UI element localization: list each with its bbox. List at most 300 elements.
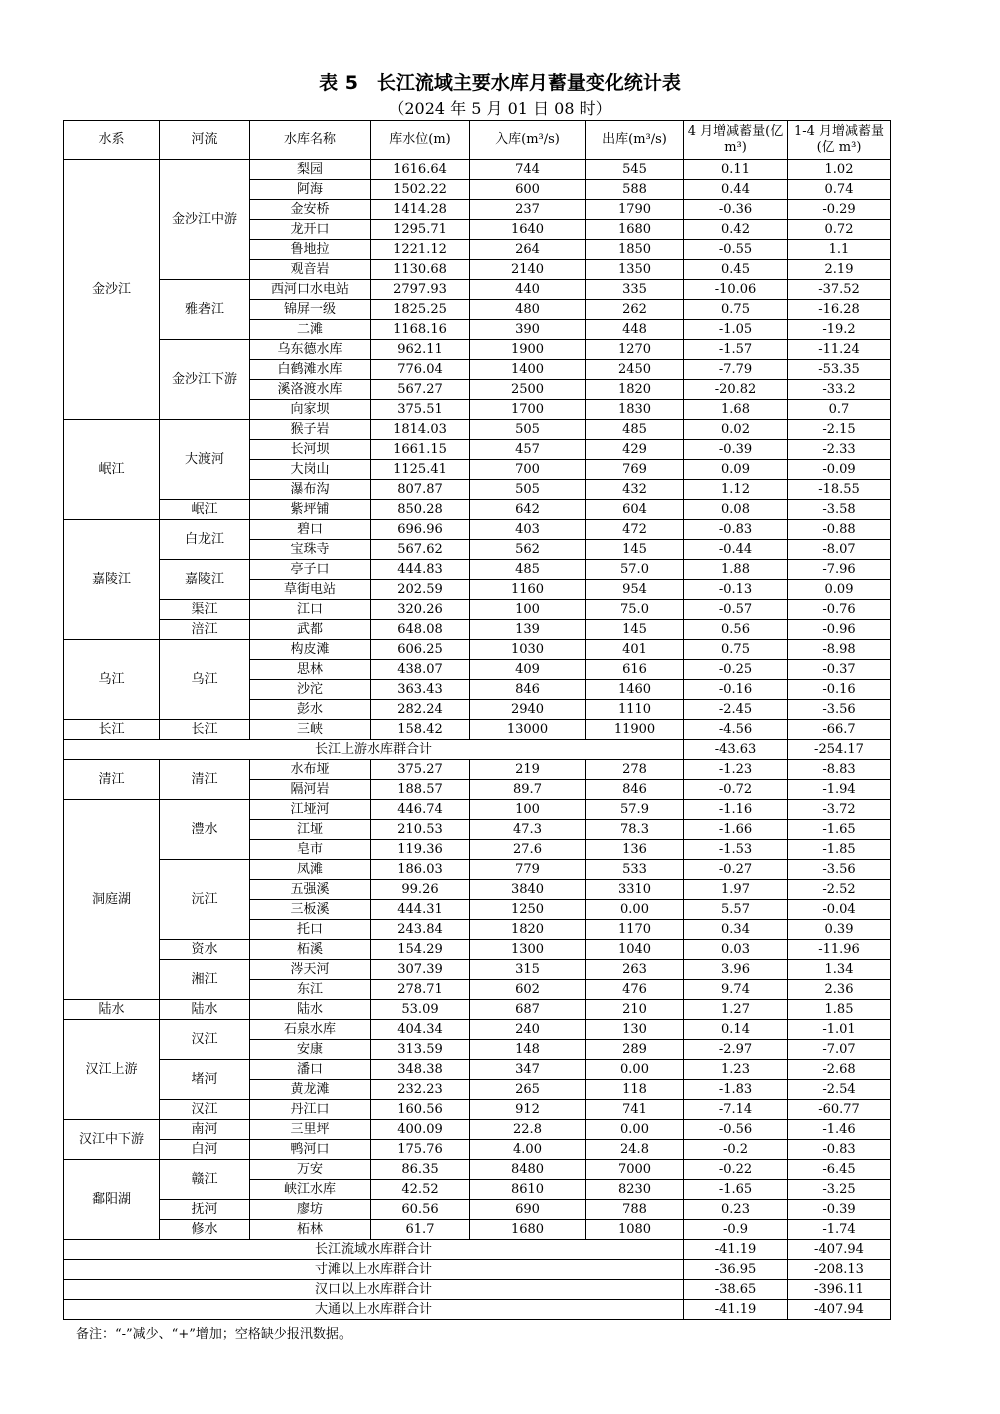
water-level: 438.07 (371, 660, 470, 680)
inflow: 100 (470, 800, 586, 820)
jan-apr-storage-change: 0.7 (788, 400, 891, 420)
inflow: 505 (470, 480, 586, 500)
outflow: 1830 (586, 400, 684, 420)
outflow: 2450 (586, 360, 684, 380)
apr-storage-change: 0.75 (684, 640, 788, 660)
water-level: 202.59 (371, 580, 470, 600)
jan-apr-storage-change: -2.68 (788, 1060, 891, 1080)
inflow: 240 (470, 1020, 586, 1040)
table-row (64, 1160, 891, 1180)
apr-storage-change: 0.75 (684, 300, 788, 320)
water-level: 186.03 (371, 860, 470, 880)
reservoir-name: 观音岩 (250, 260, 371, 280)
jan-apr-storage-change: -0.76 (788, 600, 891, 620)
jan-apr-storage-change: -0.29 (788, 200, 891, 220)
water-level: 1130.68 (371, 260, 470, 280)
water-level: 60.56 (371, 1200, 470, 1220)
jan-apr-storage-change: 2.36 (788, 980, 891, 1000)
apr-storage-change: -0.22 (684, 1160, 788, 1180)
apr-storage-change: -0.25 (684, 660, 788, 680)
table-row (64, 760, 891, 780)
header-jan-apr-change: 1-4 月增减蓄量(亿 m³) (788, 121, 891, 160)
water-level: 606.25 (371, 640, 470, 660)
reservoir-name: 龙开口 (250, 220, 371, 240)
jan-apr-storage-change: -1.74 (788, 1220, 891, 1240)
inflow: 690 (470, 1200, 586, 1220)
jan-apr-storage-change: -18.55 (788, 480, 891, 500)
water-level: 61.7 (371, 1220, 470, 1240)
total-label: 大通以上水库群合计 (64, 1300, 684, 1320)
jan-apr-storage-change: -19.2 (788, 320, 891, 340)
apr-storage-change: -0.13 (684, 580, 788, 600)
water-level: 307.39 (371, 960, 470, 980)
inflow: 1680 (470, 1220, 586, 1240)
outflow: 788 (586, 1200, 684, 1220)
total-row (64, 1260, 891, 1280)
water-level: 363.43 (371, 680, 470, 700)
outflow: 485 (586, 420, 684, 440)
water-level: 1221.12 (371, 240, 470, 260)
table-row (64, 1020, 891, 1040)
inflow: 1700 (470, 400, 586, 420)
apr-storage-change: -41.19 (684, 1300, 788, 1320)
inflow: 22.8 (470, 1120, 586, 1140)
system-cell: 洞庭湖 (64, 800, 160, 1000)
inflow: 779 (470, 860, 586, 880)
footnote: 备注：“-”减少、“+”增加；空格缺少报汛数据。 (76, 1327, 352, 1342)
apr-storage-change: -38.65 (684, 1280, 788, 1300)
table-row (64, 960, 891, 980)
table-row (64, 620, 891, 640)
jan-apr-storage-change: -60.77 (788, 1100, 891, 1120)
river-cell: 汉江 (160, 1100, 250, 1120)
outflow: 136 (586, 840, 684, 860)
apr-storage-change: 0.42 (684, 220, 788, 240)
apr-storage-change: 0.44 (684, 180, 788, 200)
total-row (64, 1240, 891, 1260)
reservoir-name: 潘口 (250, 1060, 371, 1080)
apr-storage-change: -1.53 (684, 840, 788, 860)
inflow: 1030 (470, 640, 586, 660)
inflow: 642 (470, 500, 586, 520)
water-level: 348.38 (371, 1060, 470, 1080)
river-cell: 雅砻江 (160, 280, 250, 340)
jan-apr-storage-change: -33.2 (788, 380, 891, 400)
total-label: 长江流域水库群合计 (64, 1240, 684, 1260)
inflow: 1160 (470, 580, 586, 600)
inflow: 390 (470, 320, 586, 340)
river-cell: 抚河 (160, 1200, 250, 1220)
reservoir-name: 宝珠寺 (250, 540, 371, 560)
outflow: 1270 (586, 340, 684, 360)
apr-storage-change: -0.72 (684, 780, 788, 800)
inflow: 912 (470, 1100, 586, 1120)
river-cell: 湘江 (160, 960, 250, 1000)
jan-apr-storage-change: -6.45 (788, 1160, 891, 1180)
reservoir-name: 柘林 (250, 1220, 371, 1240)
system-cell: 岷江 (64, 420, 160, 520)
outflow: 289 (586, 1040, 684, 1060)
reservoir-name: 托口 (250, 920, 371, 940)
apr-storage-change: -41.19 (684, 1240, 788, 1260)
header-apr-change: 4 月增减蓄量(亿 m³) (684, 121, 788, 160)
inflow: 485 (470, 560, 586, 580)
reservoir-name: 锦屏一级 (250, 300, 371, 320)
apr-storage-change: 0.23 (684, 1200, 788, 1220)
outflow: 429 (586, 440, 684, 460)
reservoir-name: 水布垭 (250, 760, 371, 780)
inflow: 47.3 (470, 820, 586, 840)
river-cell: 白龙江 (160, 520, 250, 560)
inflow: 600 (470, 180, 586, 200)
water-level: 696.96 (371, 520, 470, 540)
table-row (64, 520, 891, 540)
outflow: 1850 (586, 240, 684, 260)
table-row (64, 1000, 891, 1020)
river-cell: 沅江 (160, 860, 250, 940)
water-level: 446.74 (371, 800, 470, 820)
header-river: 河流 (160, 121, 250, 160)
water-level: 1295.71 (371, 220, 470, 240)
jan-apr-storage-change: -0.37 (788, 660, 891, 680)
table-row (64, 280, 891, 300)
reservoir-name: 瀑布沟 (250, 480, 371, 500)
outflow: 588 (586, 180, 684, 200)
reservoir-name: 皂市 (250, 840, 371, 860)
outflow: 0.00 (586, 1120, 684, 1140)
reservoir-name: 东江 (250, 980, 371, 1000)
jan-apr-storage-change: 1.34 (788, 960, 891, 980)
water-level: 444.83 (371, 560, 470, 580)
table-row (64, 640, 891, 660)
apr-storage-change: 0.45 (684, 260, 788, 280)
apr-storage-change: -0.57 (684, 600, 788, 620)
inflow: 89.7 (470, 780, 586, 800)
reservoir-name: 五强溪 (250, 880, 371, 900)
apr-storage-change: -7.14 (684, 1100, 788, 1120)
river-cell: 清江 (160, 760, 250, 800)
reservoir-name: 猴子岩 (250, 420, 371, 440)
apr-storage-change: 0.56 (684, 620, 788, 640)
water-level: 1414.28 (371, 200, 470, 220)
apr-storage-change: 1.88 (684, 560, 788, 580)
inflow: 4.00 (470, 1140, 586, 1160)
river-cell: 金沙江下游 (160, 340, 250, 420)
apr-storage-change: -4.56 (684, 720, 788, 740)
water-level: 175.76 (371, 1140, 470, 1160)
outflow: 1040 (586, 940, 684, 960)
reservoir-name: 思林 (250, 660, 371, 680)
system-cell: 鄱阳湖 (64, 1160, 160, 1240)
jan-apr-storage-change: -7.07 (788, 1040, 891, 1060)
outflow: 448 (586, 320, 684, 340)
jan-apr-storage-change: -407.94 (788, 1300, 891, 1320)
page-title: 表 5 长江流域主要水库月蓄量变化统计表 (319, 72, 681, 94)
inflow: 1640 (470, 220, 586, 240)
inflow: 1820 (470, 920, 586, 940)
outflow: 118 (586, 1080, 684, 1100)
outflow: 8230 (586, 1180, 684, 1200)
inflow: 1300 (470, 940, 586, 960)
outflow: 1350 (586, 260, 684, 280)
water-level: 404.34 (371, 1020, 470, 1040)
apr-storage-change: -0.27 (684, 860, 788, 880)
jan-apr-storage-change: -0.88 (788, 520, 891, 540)
river-cell: 南河 (160, 1120, 250, 1140)
outflow: 769 (586, 460, 684, 480)
jan-apr-storage-change: -8.83 (788, 760, 891, 780)
jan-apr-storage-change: -0.04 (788, 900, 891, 920)
outflow: 1170 (586, 920, 684, 940)
river-cell: 涪江 (160, 620, 250, 640)
jan-apr-storage-change: -1.94 (788, 780, 891, 800)
jan-apr-storage-change: -0.16 (788, 680, 891, 700)
river-cell: 渠江 (160, 600, 250, 620)
reservoir-name: 沙沱 (250, 680, 371, 700)
jan-apr-storage-change: -1.85 (788, 840, 891, 860)
water-level: 320.26 (371, 600, 470, 620)
reservoir-name: 亭子口 (250, 560, 371, 580)
apr-storage-change: 0.14 (684, 1020, 788, 1040)
table-row (64, 860, 891, 880)
jan-apr-storage-change: -7.96 (788, 560, 891, 580)
reservoir-table (63, 120, 891, 1320)
table-row (64, 800, 891, 820)
river-cell: 嘉陵江 (160, 560, 250, 600)
total-row (64, 740, 891, 760)
system-cell: 长江 (64, 720, 160, 740)
water-level: 1825.25 (371, 300, 470, 320)
outflow: 616 (586, 660, 684, 680)
inflow: 440 (470, 280, 586, 300)
apr-storage-change: 1.97 (684, 880, 788, 900)
water-level: 210.53 (371, 820, 470, 840)
jan-apr-storage-change: 0.39 (788, 920, 891, 940)
table-row (64, 420, 891, 440)
water-level: 400.09 (371, 1120, 470, 1140)
reservoir-name: 乌东德水库 (250, 340, 371, 360)
outflow: 0.00 (586, 1060, 684, 1080)
table-row (64, 560, 891, 580)
system-cell: 陆水 (64, 1000, 160, 1020)
reservoir-name: 白鹤滩水库 (250, 360, 371, 380)
outflow: 145 (586, 540, 684, 560)
inflow: 8480 (470, 1160, 586, 1180)
inflow: 139 (470, 620, 586, 640)
reservoir-name: 黄龙滩 (250, 1080, 371, 1100)
outflow: 476 (586, 980, 684, 1000)
jan-apr-storage-change: -11.96 (788, 940, 891, 960)
river-cell: 乌江 (160, 640, 250, 720)
outflow: 57.0 (586, 560, 684, 580)
jan-apr-storage-change: 1.85 (788, 1000, 891, 1020)
apr-storage-change: -0.39 (684, 440, 788, 460)
reservoir-name: 江口 (250, 600, 371, 620)
water-level: 1168.16 (371, 320, 470, 340)
jan-apr-storage-change: -3.25 (788, 1180, 891, 1200)
reservoir-name: 三里坪 (250, 1120, 371, 1140)
reservoir-name: 溪洛渡水库 (250, 380, 371, 400)
water-level: 962.11 (371, 340, 470, 360)
reservoir-name: 构皮滩 (250, 640, 371, 660)
inflow: 700 (470, 460, 586, 480)
apr-storage-change: 3.96 (684, 960, 788, 980)
jan-apr-storage-change: -2.52 (788, 880, 891, 900)
reservoir-name: 石泉水库 (250, 1020, 371, 1040)
outflow: 472 (586, 520, 684, 540)
apr-storage-change: -0.36 (684, 200, 788, 220)
outflow: 57.9 (586, 800, 684, 820)
water-level: 1814.03 (371, 420, 470, 440)
apr-storage-change: 1.27 (684, 1000, 788, 1020)
water-level: 648.08 (371, 620, 470, 640)
outflow: 24.8 (586, 1140, 684, 1160)
river-cell: 汉江 (160, 1020, 250, 1060)
water-level: 1502.22 (371, 180, 470, 200)
inflow: 1250 (470, 900, 586, 920)
reservoir-name: 彭水 (250, 700, 371, 720)
jan-apr-storage-change: -0.83 (788, 1140, 891, 1160)
river-cell: 大渡河 (160, 420, 250, 500)
jan-apr-storage-change: 0.74 (788, 180, 891, 200)
outflow: 1790 (586, 200, 684, 220)
jan-apr-storage-change: -3.72 (788, 800, 891, 820)
water-level: 86.35 (371, 1160, 470, 1180)
reservoir-name: 武都 (250, 620, 371, 640)
reservoir-name: 涔天河 (250, 960, 371, 980)
apr-storage-change: 9.74 (684, 980, 788, 1000)
water-level: 567.62 (371, 540, 470, 560)
outflow: 1110 (586, 700, 684, 720)
system-cell: 清江 (64, 760, 160, 800)
jan-apr-storage-change: -16.28 (788, 300, 891, 320)
table-row (64, 720, 891, 740)
header-system: 水系 (64, 121, 160, 160)
inflow: 687 (470, 1000, 586, 1020)
reservoir-name: 草街电站 (250, 580, 371, 600)
header-level: 库水位(m) (371, 121, 470, 160)
table-body (64, 160, 891, 1320)
inflow: 1900 (470, 340, 586, 360)
outflow: 262 (586, 300, 684, 320)
jan-apr-storage-change: -254.17 (788, 740, 891, 760)
outflow: 7000 (586, 1160, 684, 1180)
reservoir-name: 碧口 (250, 520, 371, 540)
apr-storage-change: -1.23 (684, 760, 788, 780)
reservoir-name: 廖坊 (250, 1200, 371, 1220)
water-level: 313.59 (371, 1040, 470, 1060)
table-row (64, 160, 891, 180)
apr-storage-change: -43.63 (684, 740, 788, 760)
outflow: 210 (586, 1000, 684, 1020)
river-cell: 白河 (160, 1140, 250, 1160)
water-level: 850.28 (371, 500, 470, 520)
jan-apr-storage-change: -396.11 (788, 1280, 891, 1300)
reservoir-name: 柘溪 (250, 940, 371, 960)
jan-apr-storage-change: -3.56 (788, 860, 891, 880)
river-cell: 赣江 (160, 1160, 250, 1200)
outflow: 432 (586, 480, 684, 500)
table-row (64, 340, 891, 360)
water-level: 1125.41 (371, 460, 470, 480)
jan-apr-storage-change: -1.65 (788, 820, 891, 840)
water-level: 444.31 (371, 900, 470, 920)
outflow: 11900 (586, 720, 684, 740)
reservoir-name: 二滩 (250, 320, 371, 340)
table-row (64, 1220, 891, 1240)
apr-storage-change: -10.06 (684, 280, 788, 300)
inflow: 13000 (470, 720, 586, 740)
apr-storage-change: -0.83 (684, 520, 788, 540)
water-level: 282.24 (371, 700, 470, 720)
water-level: 1661.15 (371, 440, 470, 460)
apr-storage-change: -0.16 (684, 680, 788, 700)
inflow: 409 (470, 660, 586, 680)
reservoir-name: 鸭河口 (250, 1140, 371, 1160)
reservoir-name: 西河口水电站 (250, 280, 371, 300)
jan-apr-storage-change: -0.96 (788, 620, 891, 640)
inflow: 100 (470, 600, 586, 620)
apr-storage-change: -0.2 (684, 1140, 788, 1160)
jan-apr-storage-change: 2.19 (788, 260, 891, 280)
system-cell: 汉江中下游 (64, 1120, 160, 1160)
inflow: 8610 (470, 1180, 586, 1200)
apr-storage-change: -0.44 (684, 540, 788, 560)
reservoir-name: 向家坝 (250, 400, 371, 420)
water-level: 243.84 (371, 920, 470, 940)
system-cell: 金沙江 (64, 160, 160, 420)
water-level: 567.27 (371, 380, 470, 400)
apr-storage-change: 0.34 (684, 920, 788, 940)
reservoir-name: 三板溪 (250, 900, 371, 920)
reservoir-name: 鲁地拉 (250, 240, 371, 260)
outflow: 335 (586, 280, 684, 300)
outflow: 75.0 (586, 600, 684, 620)
inflow: 347 (470, 1060, 586, 1080)
reservoir-name: 大岗山 (250, 460, 371, 480)
jan-apr-storage-change: 1.1 (788, 240, 891, 260)
outflow: 1680 (586, 220, 684, 240)
jan-apr-storage-change: -3.58 (788, 500, 891, 520)
apr-storage-change: 1.12 (684, 480, 788, 500)
apr-storage-change: 0.03 (684, 940, 788, 960)
outflow: 0.00 (586, 900, 684, 920)
jan-apr-storage-change: -11.24 (788, 340, 891, 360)
jan-apr-storage-change: -0.39 (788, 1200, 891, 1220)
water-level: 119.36 (371, 840, 470, 860)
outflow: 130 (586, 1020, 684, 1040)
header-reservoir: 水库名称 (250, 121, 371, 160)
header-inflow: 入库(m³/s) (470, 121, 586, 160)
apr-storage-change: -1.66 (684, 820, 788, 840)
water-level: 53.09 (371, 1000, 470, 1020)
inflow: 2940 (470, 700, 586, 720)
water-level: 375.27 (371, 760, 470, 780)
water-level: 99.26 (371, 880, 470, 900)
inflow: 403 (470, 520, 586, 540)
apr-storage-change: -2.97 (684, 1040, 788, 1060)
apr-storage-change: -0.56 (684, 1120, 788, 1140)
outflow: 533 (586, 860, 684, 880)
jan-apr-storage-change: -208.13 (788, 1260, 891, 1280)
total-label: 汉口以上水库群合计 (64, 1280, 684, 1300)
reservoir-name: 紫坪铺 (250, 500, 371, 520)
river-cell: 金沙江中游 (160, 160, 250, 280)
reservoir-name: 万安 (250, 1160, 371, 1180)
jan-apr-storage-change: 0.09 (788, 580, 891, 600)
inflow: 2500 (470, 380, 586, 400)
apr-storage-change: -36.95 (684, 1260, 788, 1280)
